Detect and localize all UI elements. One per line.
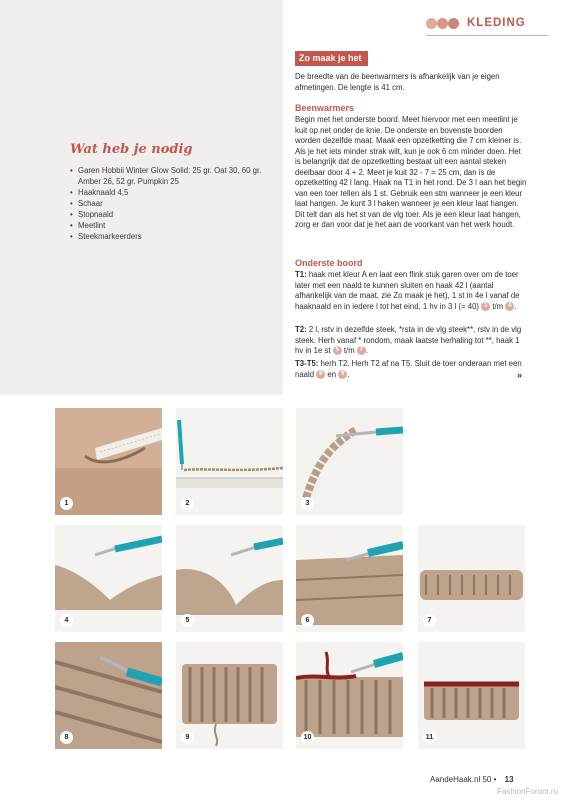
photo-number: 6 bbox=[301, 614, 314, 627]
watermark: FashionForum.ru bbox=[497, 787, 558, 796]
photo-step-3 bbox=[296, 408, 403, 515]
section-header bbox=[426, 14, 526, 32]
howto-title: Zo maak je het bbox=[295, 51, 368, 66]
photo-number: 8 bbox=[60, 731, 73, 744]
needs-item: • Haaknaald 4,5 bbox=[70, 187, 280, 198]
instructions-t2 bbox=[295, 325, 527, 357]
photo-number: 10 bbox=[301, 731, 314, 744]
photo-step-10 bbox=[296, 642, 403, 749]
onderste-boord-title: Onderste boord bbox=[295, 258, 363, 268]
step-number-icon: 7 bbox=[357, 346, 366, 355]
beenwarmers-text: Begin met het onderste boord. Meet hiervoor met een meetlint je kuit op net onder de knie. De onderste en bovenste boorden worden dezelfde maat. Maak een opzetketting die 7 cm kleiner is. Als je het iets minder strak wilt, kun je ook 6 cm minder doen. Het is belangrijk dat de opzetketting bestaat uit een aantal steken deelbaar door 4 + 2. Meet je kuit 32 - 7 = 25 cm, dan is de opzetketting 42 l lang. Haak na T1 in het rond. De 3 l aan het begin van een toer tellen als 1 st. Gebruik een stm wanneer je een kleur laat hangen. Je kunt 3 l haken wanneer je een kleur laat hangen. Dit telt dan als het st van de vlg toer. Als je een kleur laat hangen, zorg er dan voor dat je het aan de voorkant van het werk houdt. bbox=[295, 115, 527, 229]
photo-step-5 bbox=[176, 525, 283, 632]
photo-number: 5 bbox=[181, 614, 194, 627]
round-text: 2 l, rstv in dezelfde steek, *rsta in de vlg steek**, rstv in de vlg steek. Herh vanaf * rondom, maak laatste herhaling tot **, haak 1 hv in 1e st bbox=[295, 325, 522, 355]
footer-separator: • bbox=[493, 775, 497, 784]
section-label: KLEDING bbox=[467, 17, 526, 29]
round-text: en bbox=[325, 369, 339, 379]
step-number-icon: 5 bbox=[333, 346, 342, 355]
photo-step-11 bbox=[418, 642, 525, 749]
photo-step-8 bbox=[55, 642, 162, 749]
step-number-icon: 4 bbox=[505, 302, 514, 311]
footer-site: AandeHaak.nl 50 bbox=[430, 775, 492, 784]
photo-number: 9 bbox=[181, 731, 194, 744]
round-text: . bbox=[365, 346, 369, 355]
photo-step-2 bbox=[176, 408, 283, 515]
needs-item: • Schaar bbox=[70, 198, 280, 209]
photo-number: 7 bbox=[423, 614, 436, 627]
needs-item: • Garen Hobbii Winter Glow Solid: 25 gr. Oat 30, 60 gr. Amber 26, 52 gr. Pumpkin 25 bbox=[70, 165, 280, 187]
step-number-icon: 8 bbox=[316, 370, 325, 379]
round-text: haak met kleur A en laat een flink stuk garen over om de toer later met een naald te kunnen sluiten en haak 42 l (aantal afhankelijk van de maat, zie Zo maak je het), 1 st in 4e l vanaf de haaknaald en in iedere l tot het eind, 1 hv in 3 l (= 40) bbox=[295, 270, 520, 311]
round-text: herh T2. Herh T2 af na T5. Sluit de toer onderaan met een naald bbox=[295, 359, 522, 379]
round-text: . bbox=[347, 369, 350, 379]
photo-step-9 bbox=[176, 642, 283, 749]
instructions-t3 bbox=[295, 359, 527, 380]
page-footer bbox=[430, 775, 514, 784]
needs-item: • Steekmarkeerders bbox=[70, 231, 280, 242]
photo-step-6 bbox=[296, 525, 403, 632]
step-number-icon: 1 bbox=[481, 302, 490, 311]
round-label: T1: bbox=[295, 270, 307, 279]
round-text: t/m bbox=[490, 301, 506, 311]
photo-number: 4 bbox=[60, 614, 73, 627]
photo-number: 2 bbox=[181, 497, 194, 510]
howto-intro: De breedte van de beenwarmers is afhankelijk van je eigen afmetingen. De lengte is 41 cm. bbox=[295, 72, 500, 92]
decorative-dots-icon bbox=[426, 18, 459, 29]
photo-number: 1 bbox=[60, 497, 73, 510]
step-number-icon: 9 bbox=[338, 370, 347, 379]
round-label: T2: bbox=[295, 325, 307, 334]
needs-item: • Stopnaald bbox=[70, 209, 280, 220]
photo-step-4 bbox=[55, 525, 162, 632]
beenwarmers-title: Beenwarmers bbox=[295, 103, 355, 113]
round-text: t/m bbox=[341, 346, 357, 355]
photo-step-1 bbox=[55, 408, 162, 515]
photo-number: 3 bbox=[301, 497, 314, 510]
instructions-t1 bbox=[295, 270, 527, 312]
photo-step-7 bbox=[418, 525, 525, 632]
needs-title: Wat heb je nodig bbox=[70, 142, 193, 157]
round-label: T3-T5: bbox=[295, 359, 319, 368]
continued-arrow-icon: » bbox=[517, 370, 523, 380]
needs-item: • Meetlint bbox=[70, 220, 280, 231]
header-divider bbox=[426, 35, 548, 36]
needs-list bbox=[70, 165, 280, 242]
photo-number: 11 bbox=[423, 731, 436, 744]
round-text: . bbox=[514, 301, 517, 311]
page-number: 13 bbox=[504, 775, 514, 784]
